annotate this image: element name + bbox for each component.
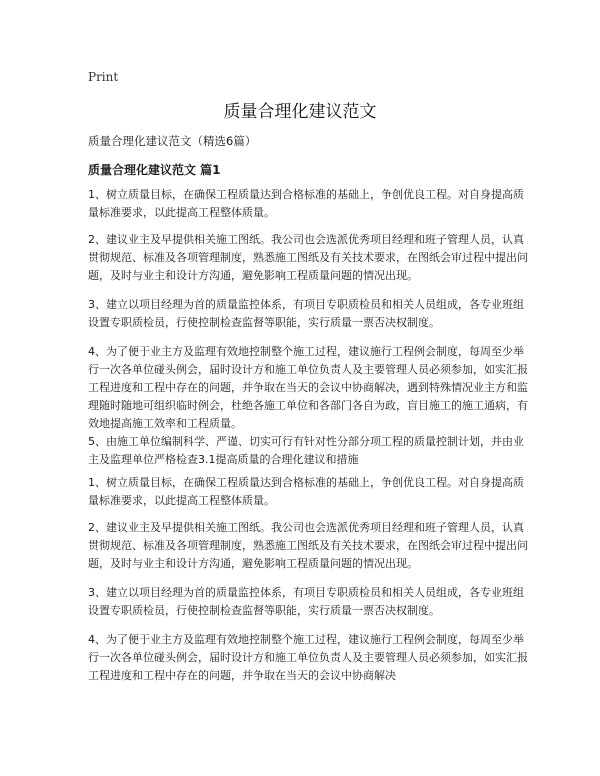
paragraph: 1、树立质量目标，在确保工程质量达到合格标准的基础上，争创优良工程。对自身提高质量标准要求，以此提高工程整体质量。 <box>88 476 524 507</box>
paragraph: 2、建议业主及早提供相关施工图纸。我公司也会选派优秀项目经理和班子管理人员，认真贯彻规范、标准及各项管理制度，熟悉施工图纸及有关技术要求，在图纸会审过程中提出问题，及时与业主和设计方沟通，避免影响工程质量问题的情况出现。 <box>88 521 528 570</box>
paragraph: 2、建议业主及早提供相关施工图纸。我公司也会选派优秀项目经理和班子管理人员，认真贯彻规范、标准及各项管理制度，熟悉施工图纸及有关技术要求，在图纸会审过程中提出问题，及时与业主和设计方沟通，避免影响工程质量问题的情况出现。 <box>88 233 528 282</box>
paragraph: 4、为了便于业主方及监理有效地控制整个施工过程，建议施行工程例会制度，每周至少举行一次各单位碰头例会，届时设计方和施工单位负责人及主要管理人员必须参加，如实汇报工程进度和工程中存在的问题，并争取在当天的会议中协商解决 <box>88 633 528 682</box>
paragraph: 5、由施工单位编制科学、严谨、切实可行有针对性分部分项工程的质量控制计划，并由业主及监理单位严格检查3.1提高质量的合理化建议和措施 <box>88 435 524 466</box>
paragraph: 4、为了便于业主方及监理有效地控制整个施工过程，建议施行工程例会制度，每周至少举行一次各单位碰头例会，届时设计方和施工单位负责人及主要管理人员必须参加，如实汇报工程进度和工程中存在的问题，并争取在当天的会议中协商解决，遇到特殊情况业主方和监理随时随地可组织临时例会，杜绝各施工单位和各部门各自为政，盲目施工的施工通病，有效地提高施工效率和工程质量。 <box>88 345 528 430</box>
document-subtitle: 质量合理化建议范文（精选6篇） <box>88 134 257 148</box>
section-heading: 质量合理化建议范文 篇1 <box>88 163 221 177</box>
page-title: 质量合理化建议范文 <box>223 102 377 122</box>
paragraph: 1、树立质量目标，在确保工程质量达到合格标准的基础上，争创优良工程。对自身提高质量标准要求，以此提高工程整体质量。 <box>88 188 524 219</box>
print-link[interactable]: Print <box>88 70 119 84</box>
paragraph: 3、建立以项目经理为首的质量监控体系，有项目专职质检员和相关人员组成，各专业班组设置专职质检员，行使控制检查监督等职能，实行质量一票否决权制度。 <box>88 586 524 617</box>
paragraph: 3、建立以项目经理为首的质量监控体系，有项目专职质检员和相关人员组成，各专业班组设置专职质检员，行使控制检查监督等职能，实行质量一票否决权制度。 <box>88 298 524 329</box>
